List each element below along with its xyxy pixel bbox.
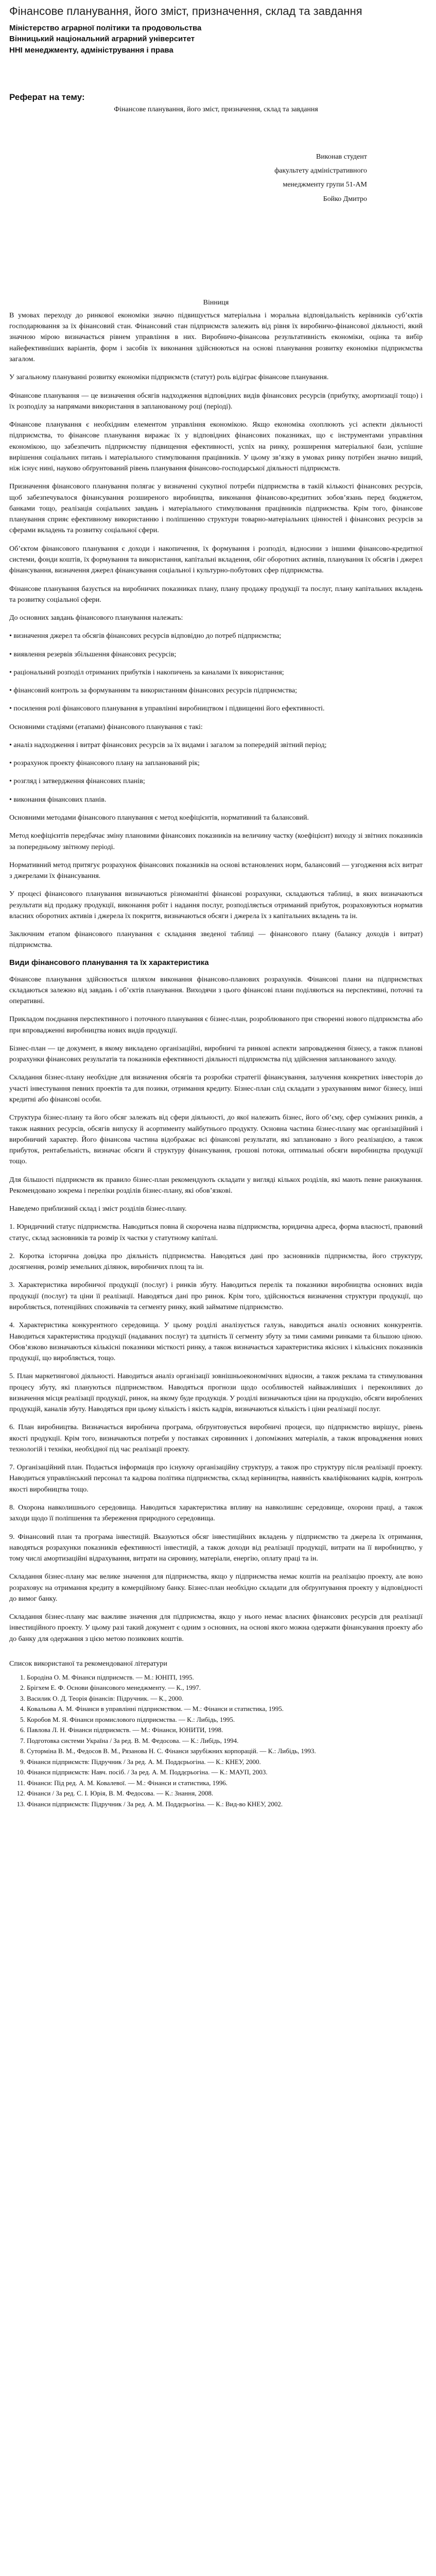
paragraph: • посилення ролі фінансового планування в управлінні виробництвом і підвищенні його ефективності. [9, 705, 325, 713]
reference-item: 7. Подготовка системи Україна / За ред. В. М. Федосова. — К.: Либідь, 1994. [27, 1736, 423, 1746]
document-title: Фінансове планування, його зміст, призначення, склад та завдання [9, 5, 362, 18]
paragraph: • фінансовий контроль за формуванням та використанням фінансових ресурсів підприємства; [9, 687, 298, 695]
paragraph: Фінансове планування здійснюється шляхом виконання фінансово-планових розрахунків. Фінансові плани на підприємствах складаються залежно від завдань і об’єктів планування. Виходячи з цього фінансові плани поділяються на перспективні, поточні та оперативні. [9, 975, 423, 1006]
paragraph: Об’єктом фінансового планування є доходи і накопичення, їх формування і розподіл, відносини з іншими фінансово-кредитної системи, фонди коштів, їх формування та використання, капітальні вкладення, обіг оборотних активів, планування їх обсягів і джерел фінансування, визначення джерел фінансування соціальної і культурно-побутових сфер підприємства. [9, 545, 423, 575]
paragraph: 2. Коротка історична довідка про діяльність підприємства. Наводяться дані про засновників підприємства, його структуру, досягнення, розмір земельних ділянок, виробничих площ та ін. [9, 1252, 423, 1272]
paragraph: 8. Охорона навколишнього середовища. Наводиться характеристика впливу на навколишнє середовище, охорони праці, а також заходи щодо її поліпшення та збереження природного середовища. [9, 1503, 423, 1523]
paragraph: • виконання фінансових планів. [9, 795, 107, 804]
paragraph: Складання бізнес-плану необхідне для визначення обсягів та розробки стратегії фінансування, залучення конкретних інвесторів до участі інвестування певних проектів та для позики, отримання кредиту. Бізнес-план слід складати з урахуванням вимог бізнесу, інші кредитні або фінансові особи. [9, 1074, 423, 1104]
reference-item: 12. Фінанси / За ред. С. І. Юрія, В. М. Федосова. — К.: Знання, 2008. [27, 1788, 423, 1799]
body-section-b [9, 974, 423, 1645]
paragraph: Бізнес-план — це документ, в якому викладено організаційні, виробничі та ринкові аспекти запровадження бізнесу, а також планові розрахунки фінансових результатів та показників ефективності діяльності підприємства під здійснення запланованого заходу. [9, 1044, 423, 1064]
paragraph: • аналіз надходження і витрат фінансових ресурсів за їх видами і загалом за попередній звітний період; [9, 741, 327, 749]
paragraph: В умовах переходу до ринкової економіки значно підвищується матеріальна і моральна відповідальність керівників суб’єктів господарювання за їх фінансовий стан. Фінансовий стан підприємств залежить від рівня їх виробничо-фінансової діяльності, який значною мірою визначається рівнем управління в них. Виробничо-фінансова результативність економіки, оцінка та вибір найефективніших варіантів, форм і засобів їх виконання здійснюються на основі планування розвитку економіки підприємства загалом. [9, 311, 423, 363]
paragraph: • визначення джерел та обсягів фінансових ресурсів відповідно до потреб підприємства; [9, 632, 282, 640]
paragraph: • виявлення резервів збільшення фінансових ресурсів; [9, 650, 177, 658]
paragraph: 4. Характеристика конкурентного середовища. У цьому розділі аналізується галузь, наводиться аналіз основних конкурентів. Наводиться характеристика продукції (надаваних послуг) та здатність її сегменту збуту за тими самими ринками та більшою ціною. Обов’язково визначаються кількісні показники місткості ринку, а також визначається характеристика якісних і кількісних показників продукції, що виробляється, тощо. [9, 1321, 423, 1363]
paragraph: Основними стадіями (етапами) фінансового планування є такі: [9, 723, 203, 731]
reference-item: 10. Фінанси підприємств: Навч. посіб. / За ред. А. М. Поддєрьогіна. — К.: МАУП, 2003. [27, 1767, 423, 1777]
paragraph: Фінансове планування базується на виробничих показниках плану, плану продажу продукції та послуг, плану капітальних вкладень та розвитку соціальної сфери. [9, 585, 423, 604]
reference-item: 2. Брігхем Е. Ф. Основи фінансового менеджменту. — К., 1997. [27, 1683, 423, 1693]
city: Вінниця [203, 298, 229, 307]
reference-item: 8. Суторміна В. М., Федосов В. М., Рязанова Н. С. Фінанси зарубіжних корпорацій. — К.: Либідь, 1993. [27, 1746, 423, 1756]
essay-label: Реферат на тему: [9, 92, 85, 102]
paragraph: Складання бізнес-плану має велике значення для підприємства, якщо у підприємства немає коштів на реалізацію проекту, але воно розраховує на отримання кредиту в комерційному банку. Бізнес-план необхідно складати для обґрунтування проекту у відповідності до вимог банку. [9, 1573, 423, 1603]
reference-item: 6. Павлова Л. Н. Фінанси підприємств. — М.: Фінанси, ЮНИТИ, 1998. [27, 1725, 423, 1735]
paragraph: 5. План маркетингової діяльності. Наводиться аналіз організації зовнішньоекономічних відносин, а також реклама та стимулювання процесу збуту, які плануються підприємством. Наводяться прогнози щодо особливостей найважливіших і переконливих до визначення місця реалізації продукції, ринок, на якому буде продукція. У розділі визначаються ціни на продукцію, обсяги вироблених продукцій, каналів збуту. Наводяться при цьому кількість і якість кадрів, визначаються кількість і ціни реалізації послуг. [9, 1372, 423, 1414]
essay-topic: Фінансове планування, його зміст, призначення, склад та завдання [114, 105, 318, 113]
paragraph: Фінансове планування є необхідним елементом управління економікою. Якщо економіка охоплюють усі аспекти діяльності підприємства, то фінансове планування виражає їх у відповідних фінансових показниках, що є інструментами управління економікою, що забезпечить підприємству підвищення ефективності, успіх на ринку, розширення матеріальної бази, успішне вирішення соціальних питань і матеріального стимулювання працівників. У цьому зв’язку в умовах ринку потрібен значно вищий, ніж існує нині, науково обґрунтований рівень планування фінансово-господарської діяльності підприємств. [9, 421, 423, 473]
paragraph: 7. Організаційний план. Подається інформація про існуючу організаційну структуру, а також про структуру після реалізації проекту. Наводиться управлінський персонал та кадрова політика підприємства, склад керівництва, наявність кваліфікованих кадрів, контроль якості виробництва тощо. [9, 1464, 423, 1494]
ministry-name: Міністерство аграрної політики та продовольства [9, 23, 202, 32]
paragraph: 3. Характеристика виробничої продукції (послуг) і ринків збуту. Наводиться перелік та показники виробництва основних видів продукції (послуг) та ціни її реалізації. Наводяться дані про ринок. Крім того, здійснюється визначення структури продукції, що виробляється, потенційних споживачів та сегменту ринку, який займатиме підприємство. [9, 1281, 423, 1311]
paragraph: Для більшості підприємств як правило бізнес-план рекомендують складати у вигляді кількох розділів, які мають певне ранжування. Рекомендовано зокрема і переліки розділів бізнес-плану, які обов’язкові. [9, 1176, 423, 1195]
performer-line: факультету адміністративного [274, 167, 367, 175]
reference-item: 1. Бородіна О. М. Фінанси підприємств. — М.: ЮНІТІ, 1995. [27, 1672, 423, 1683]
university-name: Вінницький національний аграрний університет [9, 35, 195, 44]
paragraph: 1. Юридичний статус підприємства. Наводиться повна й скорочена назва підприємства, юридична адреса, форма власності, правовий статус, склад засновників та розмір їх частки у статутному капіталі. [9, 1223, 423, 1242]
paragraph: Основними методами фінансового планування є метод коефіцієнтів, нормативний та балансовий. [9, 814, 309, 822]
performer-block [9, 150, 423, 206]
reference-item: 11. Фінанси: Під ред. А. М. Ковалевої. — М.: Фінанси и статистика, 1996. [27, 1778, 423, 1788]
paragraph: У загальному плануванні розвитку економіки підприємств (статут) роль відіграє фінансове планування. [9, 374, 329, 382]
performer-line: Бойко Дмитро [323, 195, 367, 203]
reference-item: 5. Коробов М. Я. Фінанси промислового підприємства. — К.: Либідь, 1995. [27, 1715, 423, 1725]
paragraph: Призначення фінансового планування полягає у визначенні сукупної потреби підприємства в такій кількості фінансових ресурсів, щоб забезпечувалося фінансування розширеного виробництва, виконання фінансово-кредитних зобов’язань перед бюджетом, банками тощо, реалізація соціальних завдань і матеріального стимулювання працівників підприємства. Крім того, фінансове планування сприяє ефективному використанню і поліпшенню структури товарно-матеріальних цінностей і фінансових ресурсів за сферами вкладень та розвитку соціальної сфери. [9, 483, 423, 535]
paragraph: 6. План виробництва. Визначається виробнича програма, обґрунтовується виробничі процеси, що підприємство вирішує, рівень якості продукції. Крім того, визначаються потреби у поставках сировинних і допоміжних матеріалів, а також впровадження нових технологій і техніки, необхідної під час реалізації проекту. [9, 1423, 423, 1453]
reference-item: 9. Фінанси підприємств: Підручник / За ред. А. М. Поддєрьогіна. — К.: КНЕУ, 2000. [27, 1757, 423, 1767]
paragraph: Метод коефіцієнтів передбачає зміну плановими фінансових показників на величину частку (коефіцієнт) виходу зі звітних показників за попередньому звітному періоді. [9, 832, 423, 851]
performer-line: Виконав студент [316, 152, 367, 161]
paragraph: Прикладом поєднання перспективного і поточного планування є бізнес-план, розроблюваного при створенні нового підприємства або при впровадженні виробництва нових видів продукції. [9, 1015, 423, 1035]
reference-item: 13. Фінанси підприємств: Підручник / За ред. А. М. Поддєрьогіна. — К.: Вид-во КНЕУ, 2002. [27, 1799, 423, 1809]
paragraph: До основних завдань фінансового планування належать: [9, 614, 183, 622]
references-heading: Список використаної та рекомендованої літератури [9, 1659, 167, 1668]
reference-item: 3. Василик О. Д. Теорія фінансів: Підручник. — К., 2000. [27, 1693, 423, 1704]
paragraph: Складання бізнес-плану має важливе значення для підприємства, якщо у нього немає власних фінансових ресурсів для реалізації інвестиційного проекту. У цьому разі такий документ є одним з основних, на основі якого можна одержати фінансування проекту або до банку для одержання з цією метою позикових коштів. [9, 1613, 423, 1643]
paragraph: Фінансове планування — це визначення обсягів надходження відповідних видів фінансових ресурсів (прибутку, амортизації тощо) і їх розподілу за напрямами використання в запланованому році (періоді). [9, 392, 423, 411]
references-list [9, 1672, 423, 1809]
organization-block [9, 23, 423, 56]
paragraph: Нормативний метод притягує розрахунок фінансових показників на основі встановлених норм, балансовий — узгодження всіх витрат з джерелами їх фінансування. [9, 861, 423, 880]
institute-name: ННІ менеджменту, адміністрування і права [9, 46, 173, 55]
paragraph: 9. Фінансовий план та програма інвестицій. Вказуються обсяг інвестиційних вкладень у підприємство та джерела їх отримання, наводяться розрахунки показників ефективності інвестицій, а також доходи від реалізації продукції, витрати на її виробництво, у тому числі амортизаційні відрахування, витрати на сировину, матеріали, енергію, оплату праці та ін. [9, 1533, 423, 1563]
paragraph: • розгляд і затвердження фінансових планів; [9, 777, 145, 786]
paragraph: У процесі фінансового планування визначаються різноманітні фінансові розрахунки, складаються таблиці, в яких визначаються результати від продажу продукції, виконання робіт і надання послуг, розподіляється отриманий прибуток, розраховуються норматив власних оборотних активів і джерела їх покриття, визначаються обсяги і джерела їх з капітальних вкладень та ін. [9, 890, 423, 920]
section-heading: Види фінансового планування та їх характеристика [9, 958, 209, 967]
paragraph: Структура бізнес-плану та його обсяг залежать від сфери діяльності, до якої належить бізнес, його об’єму, сфер суміжних ринків, а також наявних ресурсів, обсягів випуску й асортименту майбутнього продукту. Основна частина бізнес-плану має організаційний і виробничий характер. Його фінансова частина відображає всі фінансові результати, які заплановано з його реалізацією, а також прибуток, рентабельність, визначає обсяги й структуру фінансування, грошові потоки, оптимальні обсяги виробництва продукції тощо. [9, 1114, 423, 1166]
paragraph: • раціональний розподіл отриманих прибутків і накопичень за каналами їх використання; [9, 668, 284, 676]
paragraph: • розрахунок проекту фінансового плану на запланований рік; [9, 759, 200, 768]
paragraph: Наведемо приблизний склад і зміст розділів бізнес-плану. [9, 1205, 187, 1213]
reference-item: 4. Ковальова А. М. Фінанси в управлінні підприємством. — М.: Фінанси и статистика, 1995. [27, 1704, 423, 1714]
performer-line: менеджменту групи 51-АМ [283, 181, 367, 189]
body-section-a [9, 310, 423, 951]
paragraph: Заключним етапом фінансового планування є складання зведеної таблиці — фінансового плану (балансу доходів і витрат) підприємства. [9, 930, 423, 950]
